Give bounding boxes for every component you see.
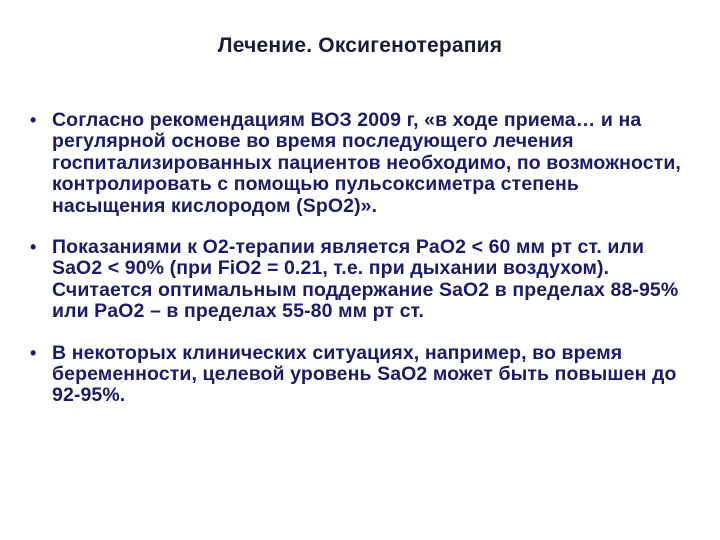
bullet-list [30,110,695,407]
bullet-dot-icon: • [30,237,37,258]
bullet-text: В некоторых клинических ситуациях, например, во время беременности, целевой уровень SaO2 может быть повышен до 92-95%. [52,341,677,407]
bullet-item-pregnancy [30,343,695,407]
bullet-item-who-recommendation [30,110,695,217]
bullet-dot-icon: • [30,342,37,363]
bullet-text: Согласно рекомендациям ВОЗ 2009 г, «в ходе приема… и на регулярной основе во время последующего лечения госпитализированных пациентов необходимо, по возможности, контролировать с помощью пульсоксиметра степень насыщения кислородом (SpO2)». [52,109,681,217]
bullet-text: Показаниями к O2-терапии является PaO2 < 60 мм рт ст. или SaO2 < 90% (при FiO2 = 0.21, т.е. при дыхании воздухом). Считается оптимальным поддержание SaO2 в пределах 88-95% или PaO2 – в пределах 55-80 мм рт ст. [52,236,679,323]
bullet-dot-icon: • [30,110,37,130]
slide-title: Лечение. Оксигенотерапия [217,34,503,57]
bullet-item-indications [30,237,695,323]
